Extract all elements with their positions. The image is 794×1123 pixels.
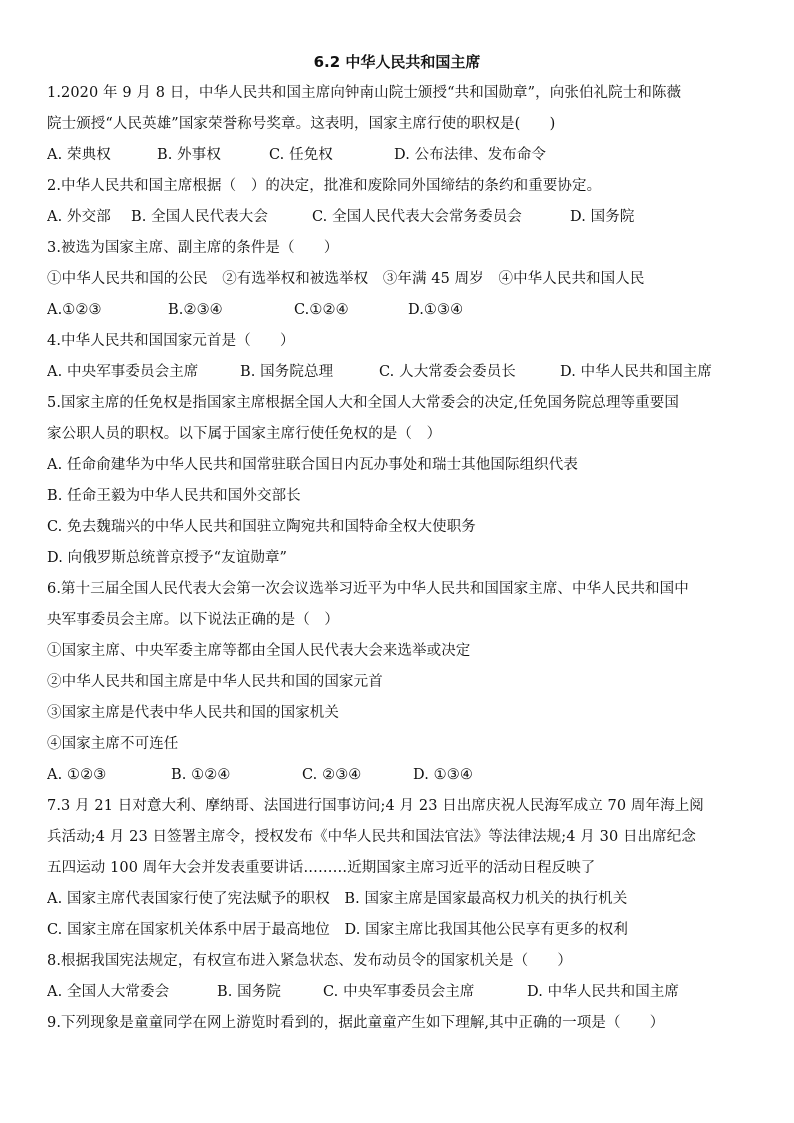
q3-option-a[interactable]: A.①②③ xyxy=(47,302,102,318)
q6-stem-line-2: 央军事委员会主席。以下说法正确的是（ ） xyxy=(47,612,339,628)
q1-stem-line-1: 1.2020 年 9 月 8 日，中华人民共和国主席向钟南山院士颁授“共和国勋章”，向张伯礼院士和陈薇 xyxy=(47,85,682,101)
q3-stem: 3.被选为国家主席、副主席的条件是（ ） xyxy=(47,240,339,256)
q3-option-c[interactable]: C.①②④ xyxy=(294,302,349,318)
q1-option-d[interactable]: D. 公布法律、发布命令 xyxy=(394,147,547,163)
q1-option-b[interactable]: B. 外事权 xyxy=(157,147,221,163)
q6-statement-4: ④国家主席不可连任 xyxy=(47,736,179,752)
q6-option-c[interactable]: C. ②③④ xyxy=(302,767,362,783)
q6-stem-line-1: 6.第十三届全国人民代表大会第一次会议选举习近平为中华人民共和国国家主席、中华人民共和国中 xyxy=(47,581,689,597)
q9-stem: 9.下列现象是童童同学在网上游览时看到的，据此童童产生如下理解,其中正确的一项是（ ） xyxy=(47,1015,665,1031)
q7-options-ab[interactable]: A. 国家主席代表国家行使了宪法赋予的职权 B. 国家主席是国家最高权力机关的执行机关 xyxy=(47,891,628,907)
q7-stem-line-3: 五四运动 100 周年大会并发表重要讲话………近期国家主席习近平的活动日程反映了 xyxy=(47,860,596,876)
q5-option-b[interactable]: B. 任命王毅为中华人民共和国外交部长 xyxy=(47,488,301,504)
q5-option-c[interactable]: C. 免去魏瑞兴的中华人民共和国驻立陶宛共和国特命全权大使职务 xyxy=(47,519,476,535)
q4-option-c[interactable]: C. 人大常委会委员长 xyxy=(379,364,516,380)
q2-option-a[interactable]: A. 外交部 xyxy=(47,209,111,225)
q1-options xyxy=(47,140,752,171)
q5-option-d[interactable]: D. 向俄罗斯总统普京授予“友谊勋章” xyxy=(47,550,288,566)
q8-option-b[interactable]: B. 国务院 xyxy=(217,984,281,1000)
q5-stem-line-2: 家公职人员的职权。以下属于国家主席行使任免权的是（ ） xyxy=(47,426,442,442)
q4-option-b[interactable]: B. 国务院总理 xyxy=(240,364,334,380)
q6-options xyxy=(47,760,752,791)
q2-options xyxy=(47,202,752,233)
q8-option-c[interactable]: C. 中央军事委员会主席 xyxy=(323,984,475,1000)
question-list xyxy=(47,78,752,1039)
q6-statement-1: ①国家主席、中央军委主席等都由全国人民代表大会来选举或决定 xyxy=(47,643,471,659)
page-title: 6.2 中华人民共和国主席 xyxy=(313,53,481,71)
q6-option-d[interactable]: D. ①③④ xyxy=(413,767,473,783)
q7-stem-line-1: 7.3 月 21 日对意大利、摩纳哥、法国进行国事访问;4 月 23 日出席庆祝人民海军成立 70 周年海上阅 xyxy=(47,798,704,814)
q8-option-a[interactable]: A. 全国人大常委会 xyxy=(47,984,170,1000)
q8-option-d[interactable]: D. 中华人民共和国主席 xyxy=(527,984,680,1000)
q6-statement-2: ②中华人民共和国主席是中华人民共和国的国家元首 xyxy=(47,674,383,690)
q6-option-b[interactable]: B. ①②④ xyxy=(171,767,231,783)
q2-option-b[interactable]: B. 全国人民代表大会 xyxy=(131,209,268,225)
q6-option-a[interactable]: A. ①②③ xyxy=(47,767,107,783)
q3-option-d[interactable]: D.①③④ xyxy=(408,302,464,318)
q2-option-d[interactable]: D. 国务院 xyxy=(570,209,635,225)
q1-stem-line-2: 院士颁授“人民英雄”国家荣誉称号奖章。这表明，国家主席行使的职权是( ) xyxy=(47,116,556,132)
q3-options xyxy=(47,295,752,326)
q7-stem-line-2: 兵活动;4 月 23 日签署主席令，授权发布《中华人民共和国法官法》等法律法规;4 月 30 日出席纪念 xyxy=(47,829,696,845)
q4-options xyxy=(47,357,752,388)
q3-option-b[interactable]: B.②③④ xyxy=(168,302,223,318)
q4-stem: 4.中华人民共和国国家元首是（ ） xyxy=(47,333,295,349)
q4-option-d[interactable]: D. 中华人民共和国主席 xyxy=(560,364,713,380)
q7-options-cd[interactable]: C. 国家主席在国家机关体系中居于最高地位 D. 国家主席比我国其他公民享有更多的权利 xyxy=(47,922,628,938)
q4-option-a[interactable]: A. 中央军事委员会主席 xyxy=(47,364,199,380)
q1-option-c[interactable]: C. 任免权 xyxy=(269,147,333,163)
q8-options xyxy=(47,977,752,1008)
q5-option-a[interactable]: A. 任命俞建华为中华人民共和国常驻联合国日内瓦办事处和瑞士其他国际组织代表 xyxy=(47,457,578,473)
q8-stem: 8.根据我国宪法规定，有权宣布进入紧急状态、发布动员令的国家机关是（ ） xyxy=(47,953,573,969)
q3-statements: ①中华人民共和国的公民 ②有选举权和被选举权 ③年满 45 周岁 ④中华人民共和国人民 xyxy=(47,271,645,287)
q2-option-c[interactable]: C. 全国人民代表大会常务委员会 xyxy=(312,209,522,225)
q5-stem-line-1: 5.国家主席的任免权是指国家主席根据全国人大和全国人大常委会的决定,任免国务院总理等重要国 xyxy=(47,395,679,411)
q6-statement-3: ③国家主席是代表中华人民共和国的国家机关 xyxy=(47,705,339,721)
q2-stem: 2.中华人民共和国主席根据（ ）的决定，批准和废除同外国缔结的条约和重要协定。 xyxy=(47,178,602,194)
q1-option-a[interactable]: A. 荣典权 xyxy=(47,147,111,163)
